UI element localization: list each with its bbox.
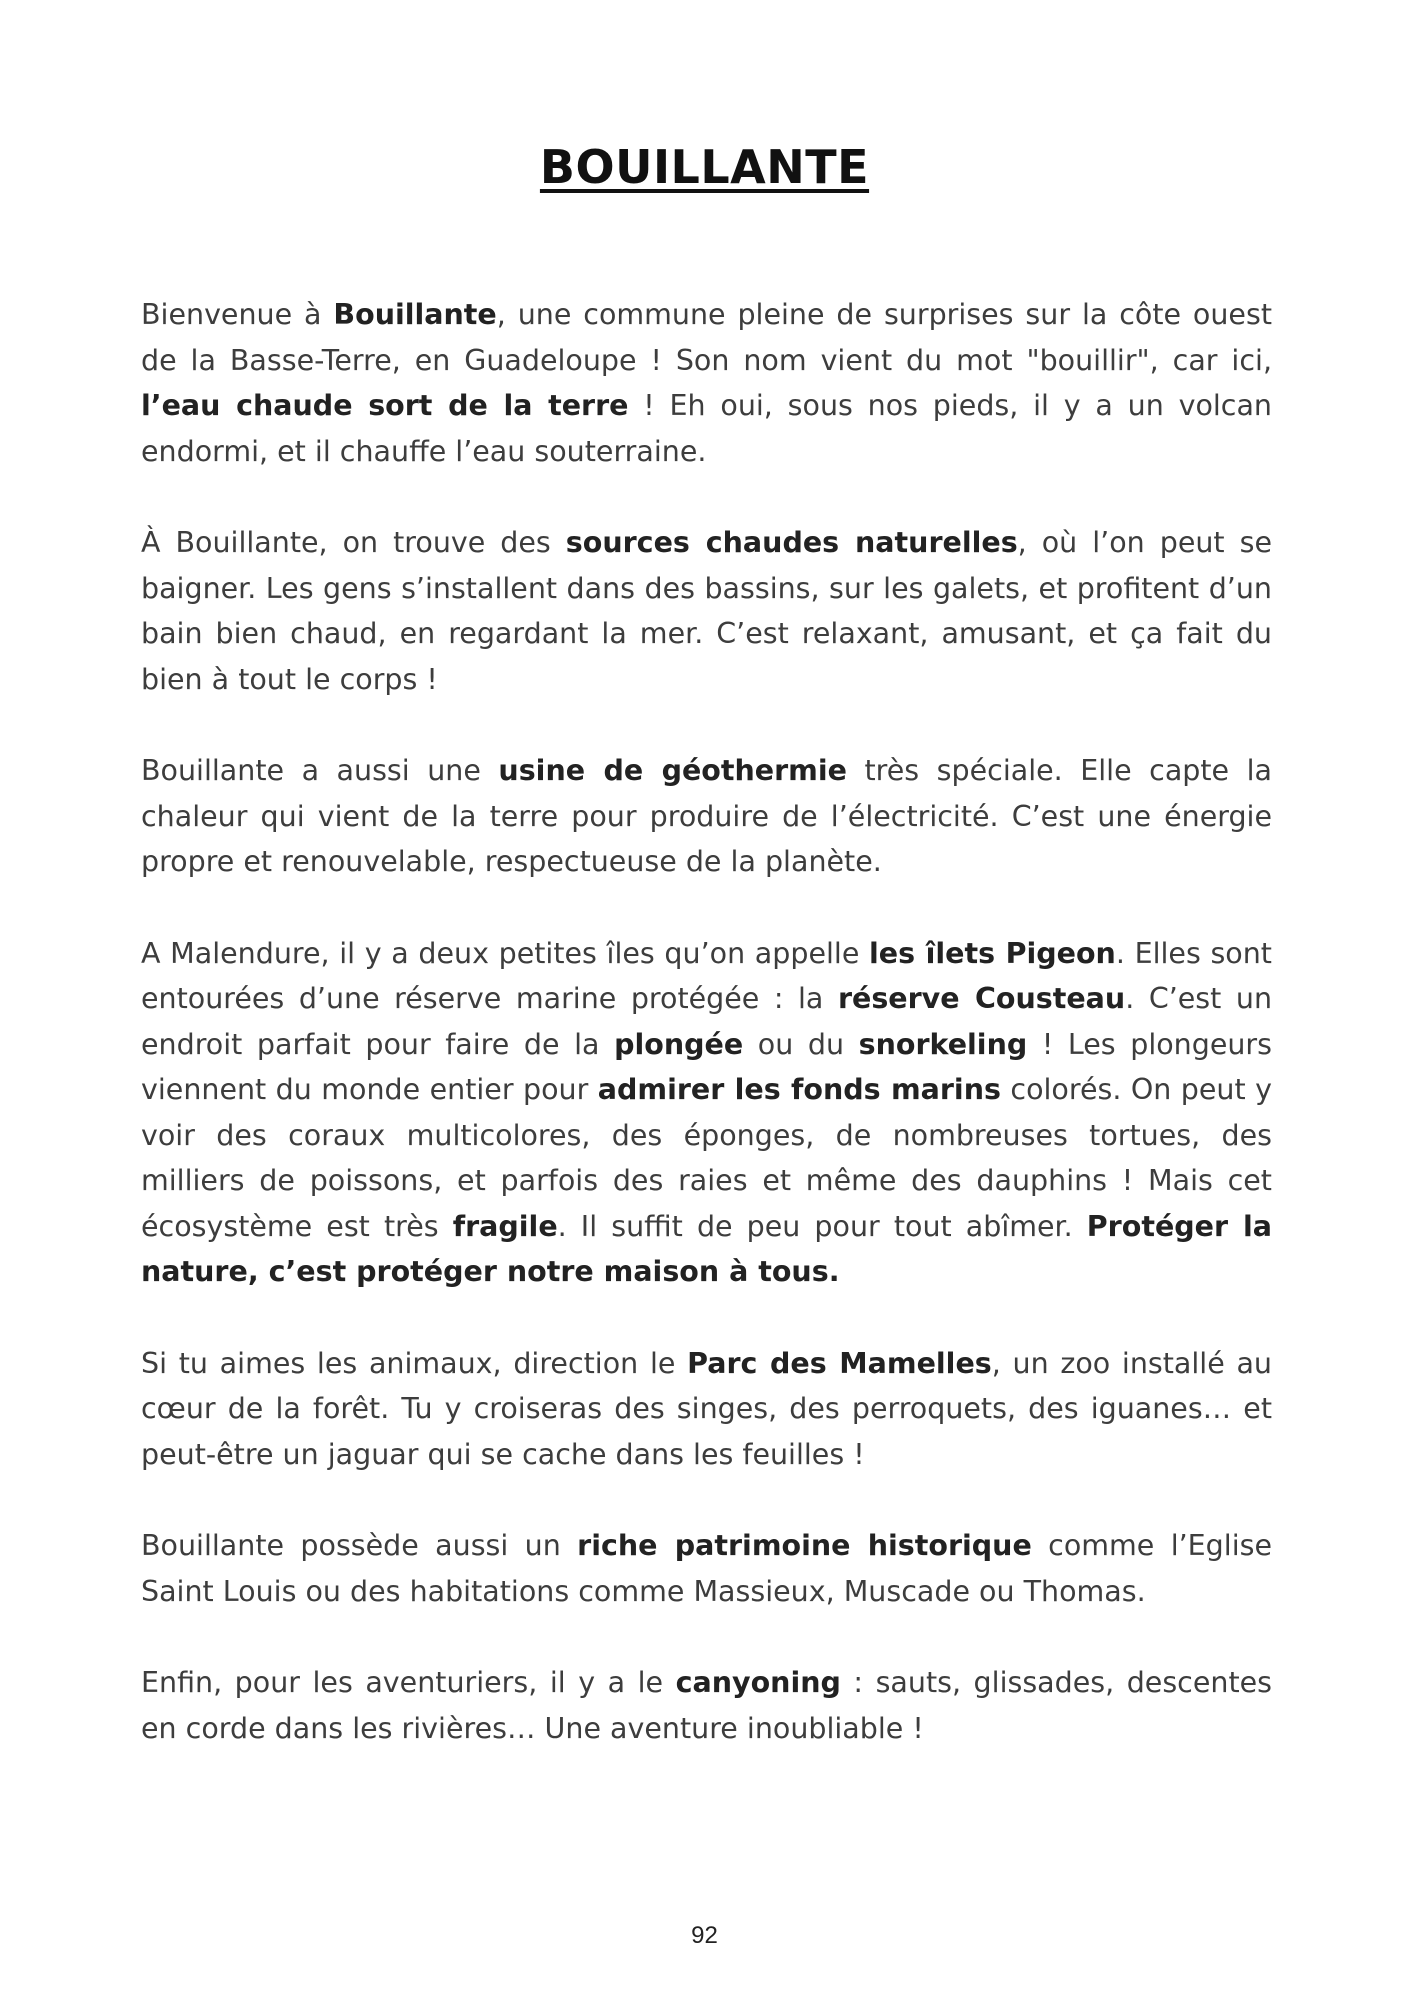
text-run: très spéciale. Elle capte la chaleur qui vient de la terre pour produire de l’électricité. C’est une énergie propre et renouvelable, respectueuse de la planète. — [141, 754, 1272, 878]
text-run: . Il suffit de peu pour tout abîmer. — [557, 1209, 1087, 1243]
text-run: Si tu aimes les animaux, direction le — [141, 1346, 688, 1380]
page-title — [0, 140, 1409, 194]
emphasis-text: l’eau chaude sort de la terre — [141, 389, 629, 422]
emphasis-text: usine de géothermie — [498, 754, 847, 787]
text-run: , un zoo installé au cœur de la forêt. Tu y croiseras des singes, des perroquets, des iguanes… et peut-être un jaguar qui se cache dans les feuilles ! — [141, 1346, 1272, 1471]
text-run: Bienvenue à — [141, 298, 334, 331]
paragraph-hot-springs — [141, 520, 1272, 702]
emphasis-text: sources chaudes naturelles — [565, 526, 1018, 559]
emphasis-text: snorkeling — [858, 1027, 1028, 1061]
text-run: . C’est un endroit parfait pour faire de la — [141, 982, 1273, 1061]
emphasis-text: Bouillante — [333, 298, 497, 331]
text-run: A Malendure, il y a deux petites îles qu’on appelle — [141, 936, 870, 970]
paragraph-malendure — [141, 931, 1272, 1295]
paragraph-parc-des-mamelles — [141, 1341, 1272, 1478]
emphasis-text: les îlets Pigeon — [869, 936, 1116, 970]
paragraph-canyoning — [141, 1660, 1272, 1751]
text-run: : sauts, glissades, descentes en corde dans les rivières… Une aventure inoubliable ! — [141, 1666, 1273, 1745]
text-run: comme l’Eglise Saint Louis ou des habitations comme Massieux, Muscade ou Thomas. — [141, 1529, 1272, 1608]
paragraph-heritage — [141, 1523, 1272, 1614]
text-run: ou du — [743, 1027, 859, 1061]
body-text — [141, 292, 1272, 1797]
emphasis-text: fragile — [452, 1209, 558, 1243]
text-run: À Bouillante, on trouve des — [141, 526, 566, 559]
text-run: ! Eh oui, sous nos pieds, il y a un volcan endormi, et il chauffe l’eau souterraine. — [141, 389, 1272, 468]
emphasis-text: réserve Cousteau — [837, 982, 1126, 1015]
emphasis-text: canyoning — [675, 1666, 841, 1699]
emphasis-text: riche patrimoine historique — [577, 1529, 1032, 1562]
emphasis-text: Parc des Mamelles — [687, 1346, 992, 1380]
text-run: , une commune pleine de surprises sur la côte ouest de la Basse-Terre, en Guadeloupe ! Son nom vient du mot "bouillir", car ici, — [141, 298, 1272, 377]
paragraph-geothermal — [141, 748, 1272, 885]
page-number: 92 — [691, 1922, 718, 1949]
text-run: . Elles sont entourées d’une réserve marine protégée : la — [141, 936, 1272, 1015]
text-run: colorés. On peut y voir des coraux multicolores, des éponges, de nombreuses tortues, des milliers de poissons, et parfois des raies et même des dauphins ! Mais cet écosystème est très — [141, 1073, 1272, 1243]
text-run: Enfin, pour les aventuriers, il y a le — [141, 1666, 676, 1699]
text-run: Bouillante a aussi une — [141, 754, 499, 787]
text-run: Bouillante possède aussi un — [141, 1529, 578, 1562]
page-title-text: BOUILLANTE — [539, 140, 870, 194]
text-run: ! Les plongeurs viennent du monde entier pour — [141, 1027, 1272, 1106]
emphasis-text: Protéger la nature, c’est protéger notre maison à tous. — [141, 1209, 1273, 1288]
emphasis-text: admirer les fonds marins — [597, 1073, 1001, 1106]
text-run: , où l’on peut se baigner. Les gens s’installent dans des bassins, sur les galets, et profitent d’un bain bien chaud, en regardant la mer. C’est relaxant, amusant, et ça fait du bien à tout le corps ! — [141, 526, 1272, 696]
emphasis-text: plongée — [614, 1027, 744, 1061]
paragraph-intro — [141, 292, 1272, 474]
